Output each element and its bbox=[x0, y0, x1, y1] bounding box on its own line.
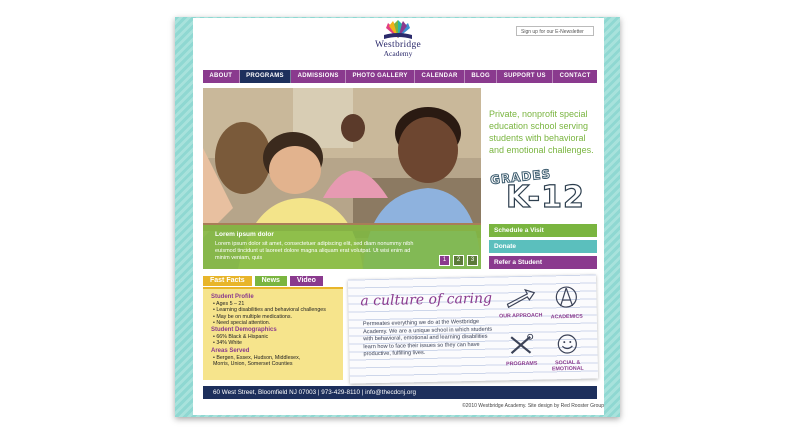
nav-blog[interactable]: BLOG bbox=[465, 70, 497, 83]
grades-label: GRADES bbox=[489, 166, 552, 188]
tab-video[interactable]: Video bbox=[290, 276, 323, 286]
link-label: ACADEMICS bbox=[550, 313, 583, 321]
arrow-icon bbox=[505, 288, 535, 309]
smiley-icon bbox=[556, 333, 578, 355]
donate-button[interactable]: Donate bbox=[489, 240, 597, 253]
list-item: • Need special attention. bbox=[213, 319, 271, 326]
tab-fast-facts[interactable]: Fast Facts bbox=[203, 276, 252, 286]
nav-calendar[interactable]: CALENDAR bbox=[415, 70, 465, 83]
caption-text: Lorem ipsum dolor sit amet, consectetuer adipiscing elit, sed diam nonummy nibh euismod tincidunt ut laoreet dolore magna aliquam erat volutpat. Ut wisi enim ad minim veniam, quis bbox=[215, 241, 414, 261]
nav-admissions[interactable]: ADMISSIONS bbox=[291, 70, 346, 83]
slide-page-2[interactable]: 2 bbox=[453, 255, 464, 266]
book-logo-icon bbox=[380, 20, 416, 40]
schedule-visit-button[interactable]: Schedule a Visit bbox=[489, 224, 597, 237]
grades-range: K-12 bbox=[506, 180, 585, 215]
tagline: Private, nonprofit special education school serving students with behavioral and emotional challenges. bbox=[489, 109, 594, 155]
tools-icon bbox=[508, 334, 534, 357]
list-item: • Ages 5 – 21 bbox=[213, 301, 245, 307]
slide-pager bbox=[439, 255, 478, 266]
profile-heading: Student Profile bbox=[211, 294, 254, 300]
logo-name: Westbridge bbox=[374, 40, 422, 50]
list-item: • 66% Black & Hispanic bbox=[213, 334, 269, 341]
main-nav bbox=[203, 70, 597, 83]
list-item: • May be on multiple medications. bbox=[213, 313, 292, 320]
slide-page-1[interactable]: 1 bbox=[439, 255, 450, 266]
site-logo[interactable] bbox=[364, 20, 432, 68]
culture-card bbox=[348, 274, 598, 383]
areas-heading: Areas Served bbox=[211, 347, 250, 354]
caption-title: Lorem ipsum dolor bbox=[215, 231, 274, 238]
link-our-approach[interactable] bbox=[498, 288, 543, 320]
list-item: • Bergen, Essex, Hudson, Middlesex, bbox=[213, 354, 301, 361]
footer-bar: 60 West Street, Bloomfield NJ 07003 | 973-429-8110 | info@thecdcnj.org bbox=[203, 386, 597, 399]
copyright: ©2010 Westbridge Academy. Site design by Red Rooster Group bbox=[462, 403, 604, 409]
link-label: PROGRAMS bbox=[506, 360, 538, 368]
list-item: • 34% White bbox=[213, 340, 242, 347]
refer-student-button[interactable]: Refer a Student bbox=[489, 256, 597, 269]
link-social-emotional[interactable] bbox=[547, 333, 588, 373]
nav-about[interactable]: ABOUT bbox=[203, 70, 240, 83]
compass-icon bbox=[554, 285, 578, 309]
slide-page-3[interactable]: 3 bbox=[467, 255, 478, 266]
newsletter-input[interactable]: Sign up for our E-Newsletter bbox=[516, 26, 594, 36]
list-item: • Learning disabilities and behavioral challenges bbox=[213, 307, 326, 314]
hero-caption bbox=[203, 225, 481, 269]
culture-title: a culture of caring bbox=[360, 290, 493, 310]
info-tabs bbox=[203, 276, 323, 286]
logo-subtitle: Academy bbox=[383, 49, 413, 58]
list-item: Morris, Union, Somerset Counties bbox=[213, 361, 293, 368]
culture-text: Permeates everything we do at the Westbridge Academy. We are a unique school in which students with behavioral, emotional and learning disabilities learn how to face their issues so they can have productive, fulfilling lives. bbox=[362, 318, 493, 358]
nav-support-us[interactable]: SUPPORT US bbox=[497, 70, 553, 83]
nav-contact[interactable]: CONTACT bbox=[559, 73, 591, 79]
fast-facts-panel bbox=[203, 287, 343, 380]
link-label: OUR APPROACH bbox=[498, 312, 543, 320]
link-academics[interactable] bbox=[546, 285, 587, 321]
demographics-heading: Student Demographics bbox=[211, 327, 277, 334]
link-label: SOCIAL & EMOTIONAL bbox=[551, 359, 584, 373]
tab-news[interactable]: News bbox=[255, 276, 287, 286]
nav-programs[interactable]: PROGRAMS bbox=[240, 70, 292, 83]
nav-photo-gallery[interactable]: PHOTO GALLERY bbox=[346, 70, 415, 83]
grades-graphic bbox=[488, 166, 598, 218]
link-programs[interactable] bbox=[499, 334, 544, 368]
hero-slideshow[interactable] bbox=[203, 88, 481, 269]
